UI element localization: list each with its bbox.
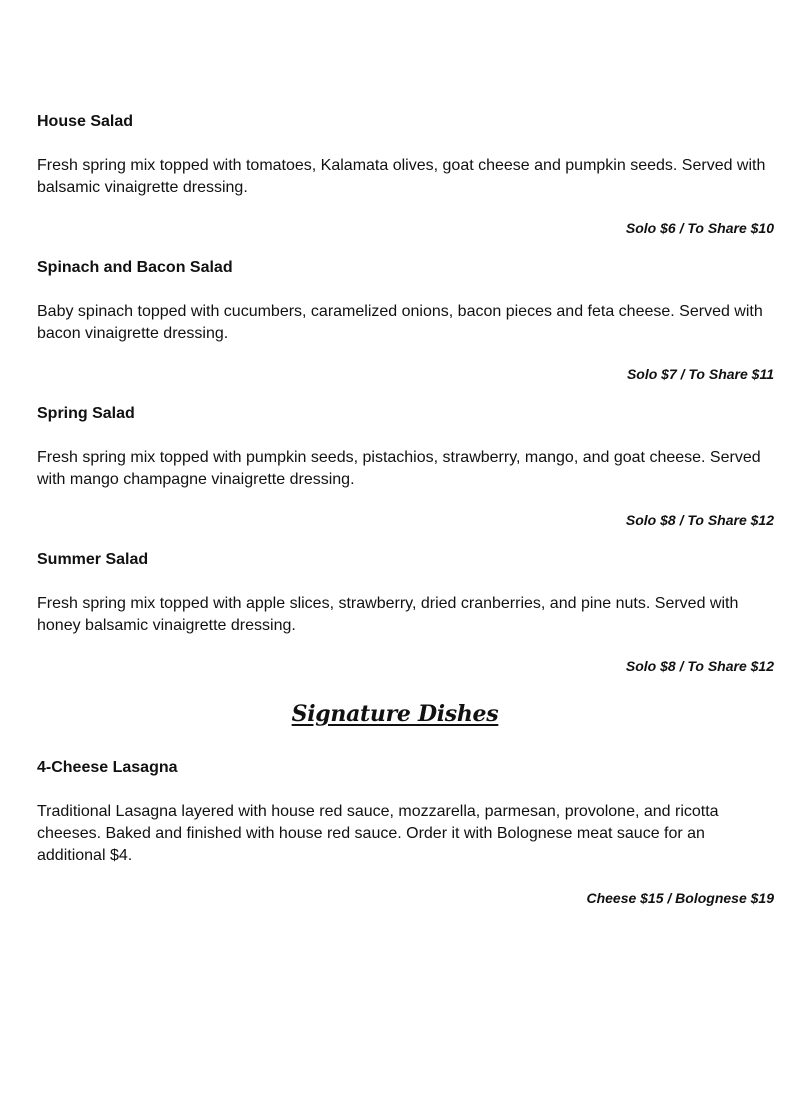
item-price: Solo $6 / To Share $10 <box>625 220 774 236</box>
item-price: Solo $7 / To Share $11 <box>626 366 774 382</box>
item-price: Solo $8 / To Share $12 <box>625 512 774 528</box>
item-description: Fresh spring mix topped with tomatoes, Kalamata olives, goat cheese and pumpkin seeds. Served with balsamic vinaigrette dressing. <box>37 157 766 196</box>
item-name: Spinach and Bacon Salad <box>37 259 233 276</box>
item-price: Solo $8 / To Share $12 <box>625 658 774 674</box>
item-name: Spring Salad <box>37 405 135 422</box>
menu-item-spring-salad <box>37 404 774 534</box>
item-name: Summer Salad <box>37 551 149 568</box>
item-description: Traditional Lasagna layered with house red sauce, mozzarella, parmesan, provolone, and ricotta cheeses. Baked and finished with house red sauce. Order it with Bolognese meat sauce for an additional $4. <box>37 803 719 864</box>
item-description: Fresh spring mix topped with pumpkin seeds, pistachios, strawberry, mango, and goat cheese. Served with mango champagne vinaigrette dressing. <box>37 449 761 488</box>
item-description: Fresh spring mix topped with apple slices, strawberry, dried cranberries, and pine nuts. Served with honey balsamic vinaigrette dressing. <box>37 595 739 634</box>
item-name: 4-Cheese Lasagna <box>37 759 178 776</box>
menu-item-house-salad <box>37 112 774 242</box>
menu-item-summer-salad <box>37 550 774 680</box>
item-price: Cheese $15 / Bolognese $19 <box>586 890 774 906</box>
item-name: House Salad <box>37 113 134 130</box>
menu-item-spinach-bacon-salad <box>37 258 774 388</box>
item-description: Baby spinach topped with cucumbers, caramelized onions, bacon pieces and feta cheese. Served with bacon vinaigrette dressing. <box>37 303 763 342</box>
section-heading-text: Signature Dishes <box>291 701 499 727</box>
menu-item-4-cheese-lasagna <box>37 758 774 918</box>
section-heading-signature-dishes <box>0 700 790 728</box>
